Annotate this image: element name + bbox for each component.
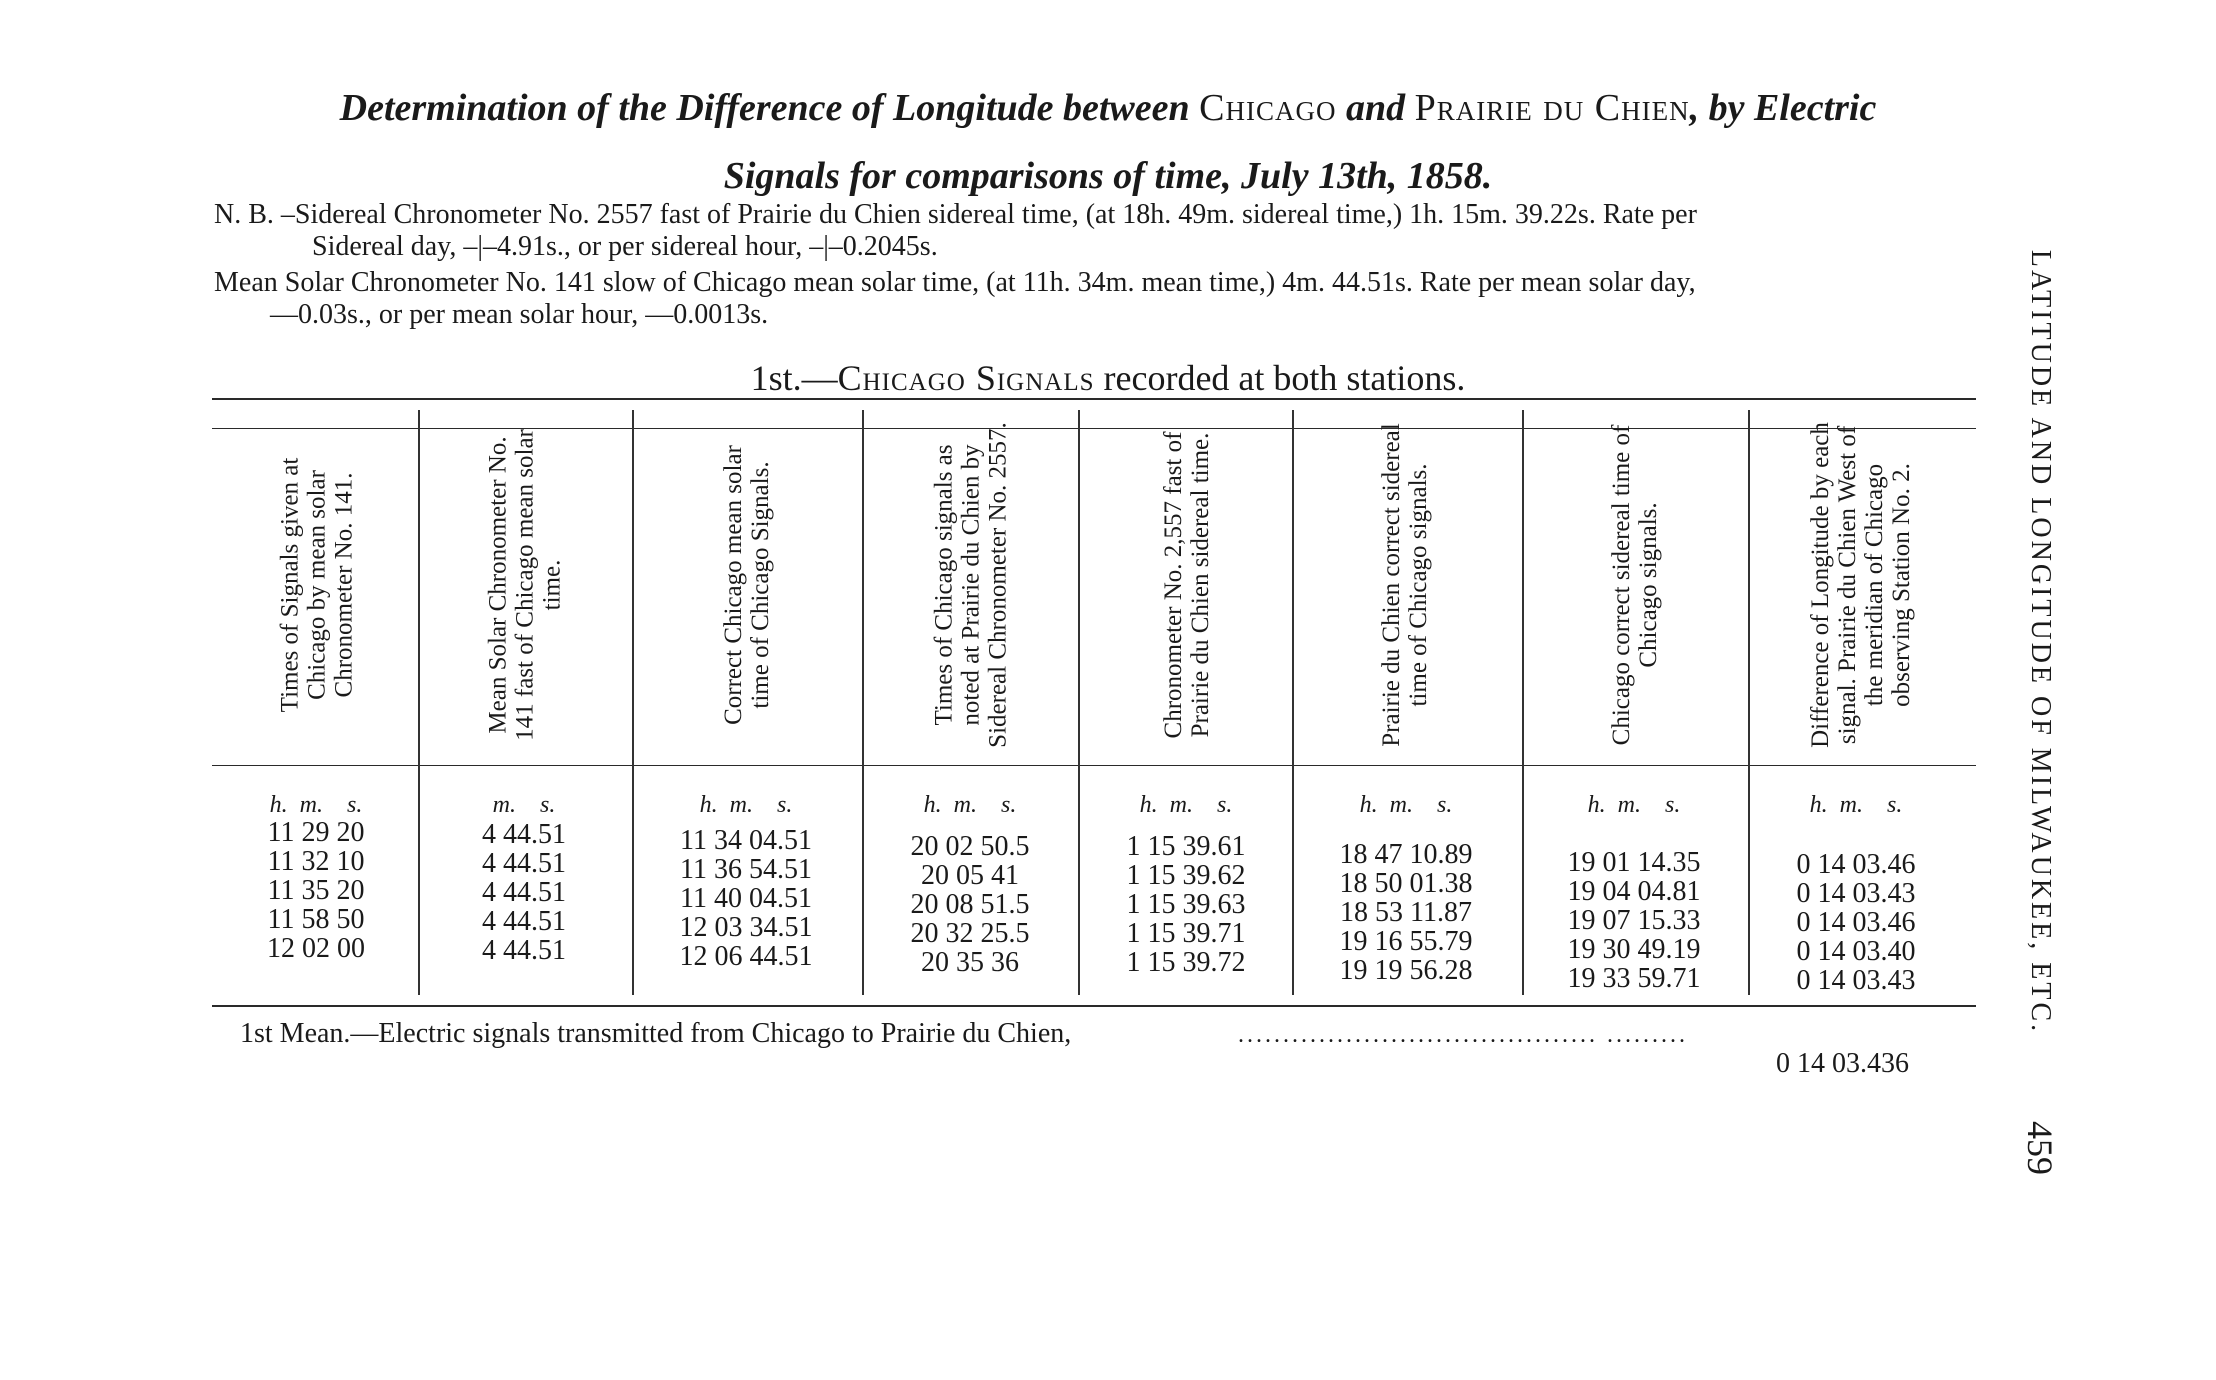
column-header-text: Mean Solar Chronometer No. 141 fast of Chicago mean solar time. xyxy=(484,428,566,741)
table-cell: 4 44.51 xyxy=(482,819,566,850)
table-cell: 20 02 50.5 xyxy=(910,831,1030,862)
table-cell: 4 44.51 xyxy=(482,848,566,879)
table-cell: 12 02 00 xyxy=(267,933,365,964)
column-header-text: Chicago correct sidereal time of Chicago signals. xyxy=(1608,424,1662,745)
running-title-text: LATITUDE AND LONGITUDE OF MILWAUKEE, ETC. xyxy=(2025,249,2056,1035)
table-cell: 19 07 15.33 xyxy=(1567,905,1701,936)
table-cell: 0 14 03.46 xyxy=(1796,907,1916,938)
note-sidereal-2: Sidereal day, –|–4.91s., or per sidereal hour, –|–0.2045s. xyxy=(312,231,938,262)
table-cell: 4 44.51 xyxy=(482,906,566,937)
table-cell: 20 08 51.5 xyxy=(910,889,1030,920)
table-cell: 19 30 49.19 xyxy=(1567,934,1701,965)
column-header-7 xyxy=(1530,412,1740,757)
column-divider xyxy=(1078,410,1080,995)
units-label: m. s. xyxy=(492,792,556,818)
title-text-and: and xyxy=(1345,87,1406,129)
column-header-5 xyxy=(1082,412,1292,757)
units-label: h. m. s. xyxy=(923,792,1017,818)
table-cell: 20 05 41 xyxy=(921,860,1019,891)
column-divider xyxy=(862,410,864,995)
table-cell: 0 14 03.43 xyxy=(1796,965,1916,996)
mean-value: 0 14 03.436 xyxy=(1776,1048,1909,1079)
title-text-end: , by Electric xyxy=(1689,87,1877,129)
table-cell: 11 32 10 xyxy=(267,846,365,877)
table-cell: 0 14 03.43 xyxy=(1796,878,1916,909)
table-cell: 11 34 04.51 xyxy=(680,825,812,856)
table-cell: 4 44.51 xyxy=(482,935,566,966)
table-cell: 12 03 34.51 xyxy=(679,912,813,943)
note-mean-2: —0.03s., or per mean solar hour, —0.0013s. xyxy=(270,299,769,330)
section-label: Chicago Signals xyxy=(837,358,1095,398)
table-cell: 11 35 20 xyxy=(267,875,365,906)
column-header-2 xyxy=(420,412,630,757)
running-title xyxy=(2010,232,2070,1052)
section-suffix: recorded at both stations. xyxy=(1094,358,1466,398)
table-cell: 11 58 50 xyxy=(267,904,365,935)
table-cell: 18 50 01.38 xyxy=(1339,868,1473,899)
page-title xyxy=(0,82,2216,134)
header-bottom-rule xyxy=(212,765,1976,766)
table-cell: 11 29 20 xyxy=(267,817,365,848)
mean-label: 1st Mean.—Electric signals transmitted from Chicago to Prairie du Chien, xyxy=(240,1018,1072,1049)
note-mean-1: Mean Solar Chronometer No. 141 slow of Chicago mean solar time, (at 11h. 34m. mean time,) 4m. 44.51s. Rate per mean solar day, xyxy=(214,267,1696,298)
table-cell: 18 53 11.87 xyxy=(1340,897,1472,928)
column-header-6 xyxy=(1300,412,1510,757)
table-cell: 1 15 39.63 xyxy=(1126,889,1246,920)
column-header-text: Chronometer No. 2,557 fast of Prairie du Chien sidereal time. xyxy=(1160,431,1214,738)
units-label: h. m. s. xyxy=(269,792,363,818)
table-cell: 19 33 59.71 xyxy=(1567,963,1701,994)
leader-dots: ........................................ ......... xyxy=(1238,1022,1688,1048)
column-header-text: Prairie du Chien correct sidereal time of Chicago signals. xyxy=(1378,422,1432,747)
page-number xyxy=(2015,1108,2065,1188)
table-cell: 12 06 44.51 xyxy=(679,941,813,972)
page-number-text: 459 xyxy=(2020,1121,2060,1175)
table-cell: 11 40 04.51 xyxy=(680,883,812,914)
title-text: Determination of the Difference of Longitude between xyxy=(339,87,1190,129)
column-header-text: Correct Chicago mean solar time of Chicago Signals. xyxy=(720,444,774,725)
units-label: h. m. s. xyxy=(1359,792,1453,818)
section-prefix: 1st.— xyxy=(750,358,838,398)
table-bottom-rule xyxy=(212,1005,1976,1007)
column-header-4 xyxy=(866,412,1076,757)
title-city-prairie: Prairie du Chien xyxy=(1414,87,1690,129)
table-cell: 11 36 54.51 xyxy=(680,854,812,885)
table-cell: 1 15 39.71 xyxy=(1126,918,1246,949)
column-header-3 xyxy=(642,412,852,757)
column-divider xyxy=(1522,410,1524,995)
table-cell: 18 47 10.89 xyxy=(1339,839,1473,870)
table-cell: 0 14 03.46 xyxy=(1796,849,1916,880)
column-header-text: Times of Chicago signals as noted at Prairie du Chien by Sidereal Chronometer No. 2557. xyxy=(930,421,1012,748)
table-cell: 20 32 25.5 xyxy=(910,918,1030,949)
table-cell: 19 01 14.35 xyxy=(1567,847,1701,878)
units-label: h. m. s. xyxy=(699,792,793,818)
table-cell: 4 44.51 xyxy=(482,877,566,908)
subtitle-text: Signals for comparisons of time, July 13th, 1858. xyxy=(723,155,1493,197)
page-subtitle xyxy=(0,150,2216,202)
column-divider xyxy=(1292,410,1294,995)
table-cell: 0 14 03.40 xyxy=(1796,936,1916,967)
column-header-text: Times of Signals given at Chicago by mean solar Chronometer No. 141. xyxy=(276,457,358,712)
table-cell: 1 15 39.72 xyxy=(1126,947,1246,978)
column-header-text: Difference of Longitude by each signal. Prairie du Chien West of the meridian of Chicago observing Station No. 2. xyxy=(1807,421,1915,748)
units-label: h. m. s. xyxy=(1587,792,1681,818)
table-cell: 19 04 04.81 xyxy=(1567,876,1701,907)
table-cell: 1 15 39.61 xyxy=(1126,831,1246,862)
column-header-8 xyxy=(1756,412,1966,757)
column-divider xyxy=(1748,410,1750,995)
section-heading xyxy=(0,356,2216,400)
table-cell: 1 15 39.62 xyxy=(1126,860,1246,891)
table-cell: 20 35 36 xyxy=(921,947,1019,978)
note-sidereal-1: N. B. –Sidereal Chronometer No. 2557 fast of Prairie du Chien sidereal time, (at 18h. 49m. sidereal time,) 1h. 15m. 39.22s. Rate per xyxy=(214,199,1697,230)
table-cell: 19 16 55.79 xyxy=(1339,926,1473,957)
units-label: h. m. s. xyxy=(1139,792,1233,818)
units-label: h. m. s. xyxy=(1809,792,1903,818)
column-divider xyxy=(632,410,634,995)
column-header-1 xyxy=(212,412,422,757)
table-top-rule xyxy=(212,398,1976,400)
title-city-chicago: Chicago xyxy=(1199,87,1337,129)
table-cell: 19 19 56.28 xyxy=(1339,955,1473,986)
